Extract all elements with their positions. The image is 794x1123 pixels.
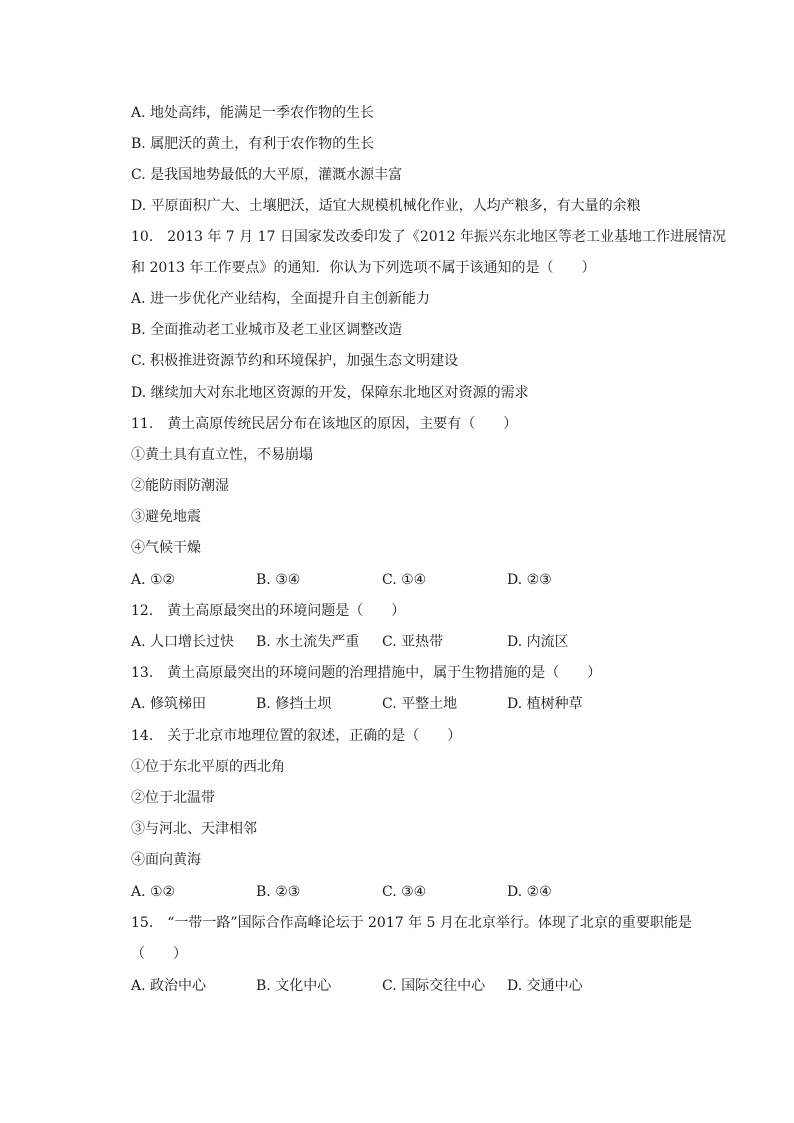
q13-option-d: D. 植树种草 [507,696,583,712]
q14-item-4: ④面向黄海 [131,852,201,868]
q14-item-1: ①位于东北平原的西北角 [131,759,285,775]
q11-stem: 11. 黄土高原传统民居分布在该地区的原因，主要有（ ） [131,416,518,432]
q14-option-a: A. ①② [131,884,176,900]
q11-item-2: ②能防雨防潮湿 [131,478,229,494]
q15-option-d: D. 交通中心 [507,978,583,994]
q15-stem-line1: 15. “一带一路”国际合作高峰论坛于 2017 年 5 月在北京举行。体现了北京的重要职能是 [131,915,692,931]
q14-item-3: ③与河北、天津相邻 [131,821,257,837]
q11-item-1: ①黄土具有直立性，不易崩塌 [131,447,313,463]
q11-item-3: ③避免地震 [131,509,201,525]
q12-option-a: A. 人口增长过快 [131,634,235,650]
q12-options [131,632,731,652]
q12-option-b: B. 水土流失严重 [256,634,360,650]
q14-stem: 14. 关于北京市地理位置的叙述，正确的是（ ） [131,728,462,744]
q14-option-c: C. ③④ [382,884,427,900]
q13-options [131,694,731,714]
q12-option-c: C. 亚热带 [382,634,444,650]
q15-stem-line2: （ ） [131,946,187,962]
q10-option-b: B. 全面推动老工业城市及老工业区调整改造 [131,322,403,338]
q11-option-a: A. ①② [131,572,176,588]
q11-option-b: B. ③④ [256,572,301,588]
q11-item-4: ④气候干燥 [131,540,201,556]
q15-option-c: C. 国际交往中心 [382,978,486,994]
q9-option-d: D. 平原面积广大、土壤肥沃，适宜大规模机械化作业，人均产粮多，有大量的余粮 [131,198,641,214]
q14-options [131,882,731,902]
q9-option-a: A. 地处高纬，能满足一季农作物的生长 [131,105,375,121]
q15-option-b: B. 文化中心 [256,978,332,994]
q12-stem: 12. 黄土高原最突出的环境问题是（ ） [131,603,406,619]
q15-options [131,976,731,996]
q14-item-2: ②位于北温带 [131,790,215,806]
q14-option-b: B. ②③ [256,884,301,900]
q11-option-c: C. ①④ [382,572,427,588]
q13-option-a: A. 修筑梯田 [131,696,207,712]
q10-option-d: D. 继续加大对东北地区资源的开发，保障东北地区对资源的需求 [131,385,529,401]
q13-option-c: C. 平整土地 [382,696,458,712]
q10-option-c: C. 积极推进资源节约和环境保护，加强生态文明建设 [131,353,459,369]
q11-option-d: D. ②③ [507,572,552,588]
q12-option-d: D. 内流区 [507,634,569,650]
q15-option-a: A. 政治中心 [131,978,207,994]
q9-option-c: C. 是我国地势最低的大平原，灌溉水源丰富 [131,167,403,183]
q10-stem-line2: 和 2013 年工作要点》的通知．你认为下列选项不属于该通知的是（ ） [131,260,596,276]
q14-option-d: D. ②④ [507,884,552,900]
q10-stem-line1: 10. 2013 年 7 月 17 日国家发改委印发了《2012 年振兴东北地区等老工业基地工作进展情况 [131,229,726,245]
q13-option-b: B. 修挡土坝 [256,696,332,712]
q11-options [131,570,731,590]
q9-option-b: B. 属肥沃的黄土，有利于农作物的生长 [131,136,375,152]
q13-stem: 13. 黄土高原最突出的环境问题的治理措施中，属于生物措施的是（ ） [131,665,602,681]
q10-option-a: A. 进一步优化产业结构，全面提升自主创新能力 [131,291,431,307]
